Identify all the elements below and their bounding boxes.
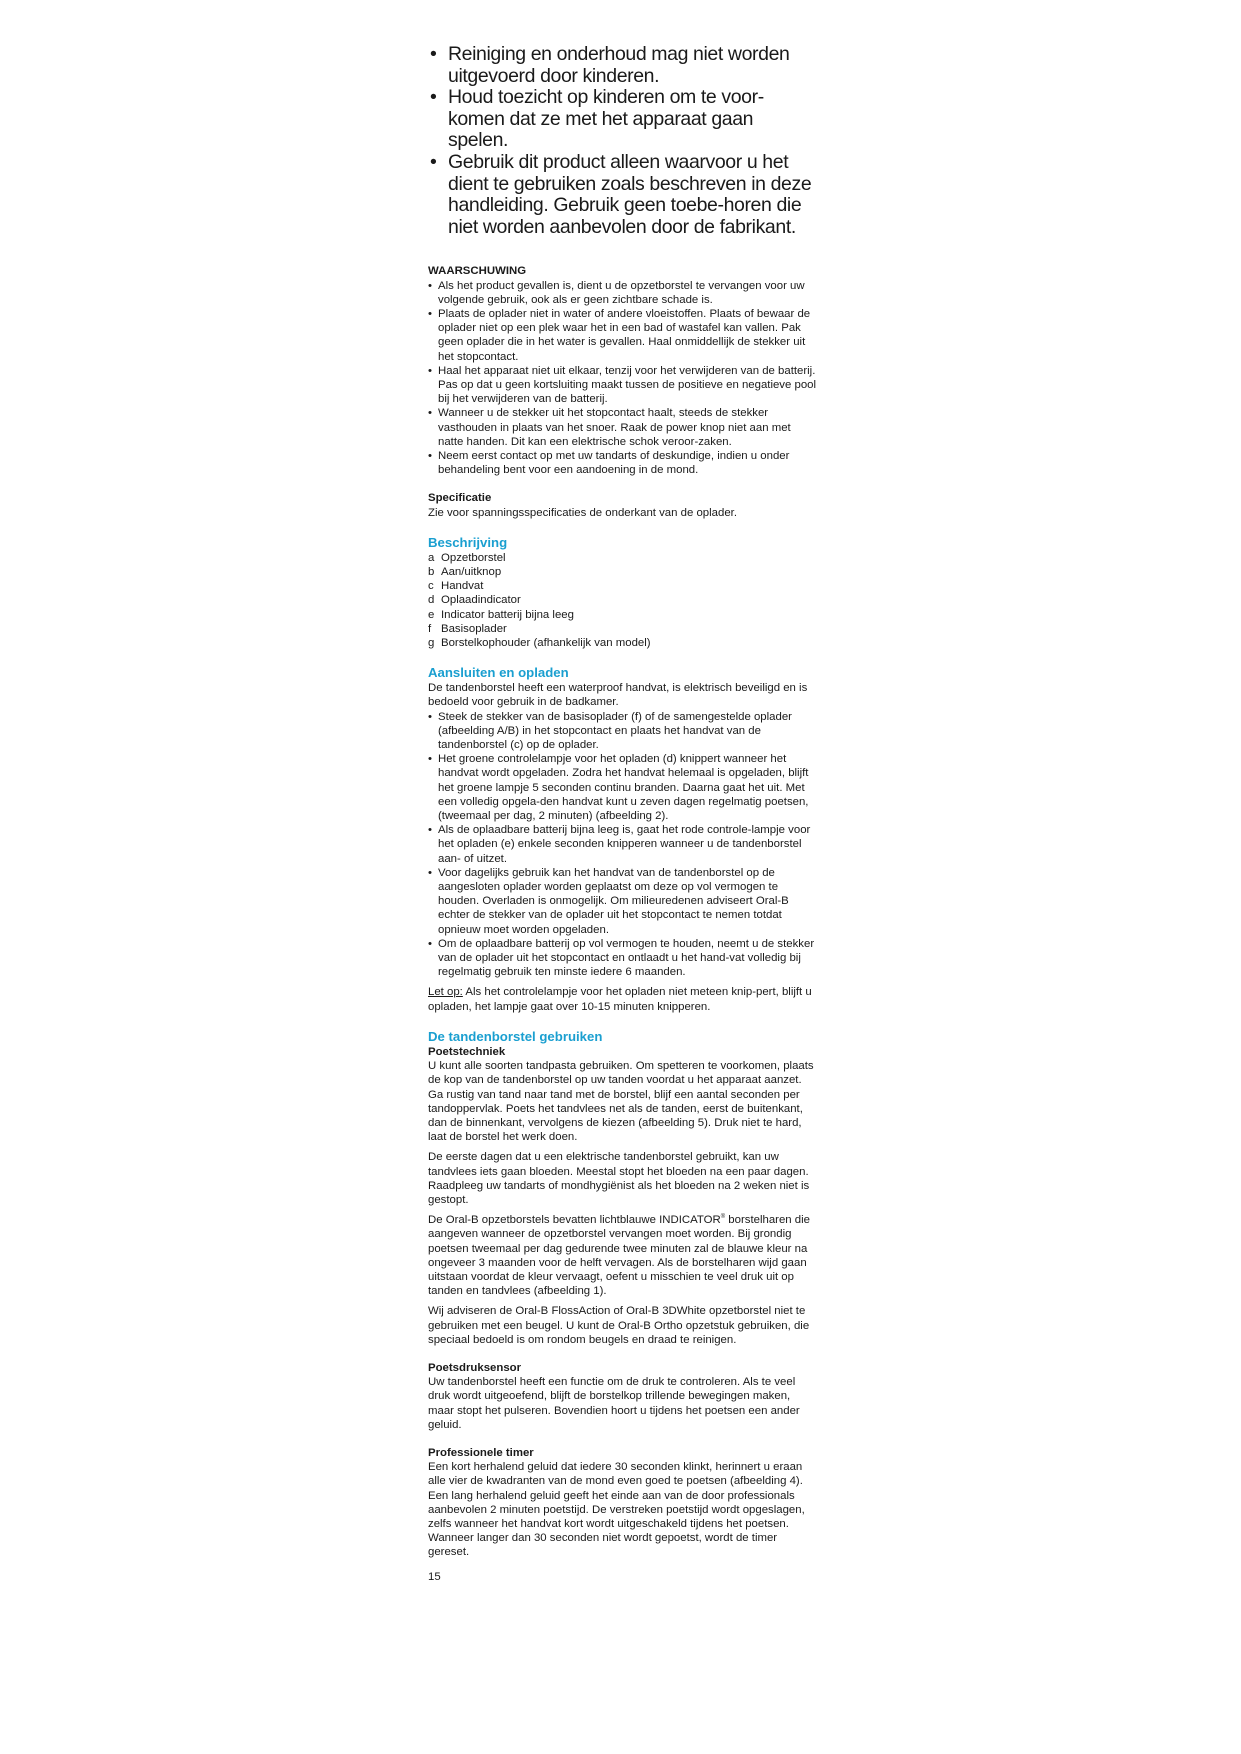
charging-item: • Om de oplaadbare batterij op vol vermogen te houden, neemt u de stekker van de oplader uit het stopcontact en ontlaadt u het hand-vat volledig bij regelmatig gebruik ten minste iedere 6 maanden. (428, 937, 818, 980)
registered-mark: ® (720, 1214, 726, 1221)
description-item (428, 622, 818, 636)
warning-item: • Haal het apparaat niet uit elkaar, tenzij voor het verwijderen van de batterij. Pas op dat u geen kortsluiting maakt tussen de positieve en negatieve pool bij het verwijderen van de batterij. (428, 364, 818, 407)
item-letter: f (428, 622, 432, 635)
technique-heading: Poetstechniek (428, 1045, 506, 1058)
item-text: Basisoplader (441, 622, 507, 635)
description-item (428, 636, 818, 650)
item-text: Oplaadindicator (441, 594, 521, 607)
intro-bullet: • Houd toezicht op kinderen om te voor-komen dat ze met het apparaat gaan spelen. (428, 87, 818, 152)
technique-paragraph: U kunt alle soorten tandpasta gebruiken. Om spetteren te voorkomen, plaats de kop van de tandenborstel op uw tanden voordat u het apparaat aanzet. Ga rustig van tand naar tand met de borstel, blijf een aantal seconden per tandoppervlak. Poets het tandvlees net als de tanden, eerst de buitenkant, dan de binnenkant, vervolgens de kiezen (afbeelding 5). Druk niet te hard, laat de borstel het werk doen. (428, 1060, 814, 1144)
description-list (428, 551, 818, 650)
intro-bullet: • Gebruik dit product alleen waarvoor u het dient te gebruiken zoals beschreven in deze handleiding. Gebruik geen toebe-horen die niet worden aanbevolen door de fabrikant. (428, 152, 818, 238)
item-text: Indicator batterij bijna leeg (441, 608, 574, 621)
warning-item: • Als het product gevallen is, dient u de opzetborstel te vervangen voor uw volgende gebruik, ook als er geen zichtbare schade is. (428, 279, 818, 307)
technique-paragraph (428, 1213, 818, 1298)
charging-item: • Voor dagelijks gebruik kan het handvat van de tandenborstel op de aangesloten oplader worden geplaatst om deze op vol vermogen te houden. Overladen is onmogelijk. Om milieuredenen adviseert Oral-B echter de stekker van de oplader uit het stopcontact te nemen totdat opnieuw moet worden opgeladen. (428, 866, 818, 937)
sensor-heading: Poetsdruksensor (428, 1361, 522, 1374)
charging-item: • Als de oplaadbare batterij bijna leeg is, gaat het rode controle-lampje voor het opladen (e) enkele seconden knipperen wanneer u de tandenborstel aan- of uitzet. (428, 823, 818, 866)
charging-note (428, 985, 818, 1013)
sensor-text: Uw tandenborstel heeft een functie om de druk te controleren. Als te veel druk wordt uitgeoefend, blijft de borstelkop trillende bewegingen maken, maar stopt het pulseren. Bovendien hoort u tijdens het poetsen een ander geluid. (428, 1376, 800, 1431)
item-text: Borstelkophouder (afhankelijk van model) (441, 637, 651, 650)
charging-item: • Steek de stekker van de basisoplader (f) of de samengestelde oplader (afbeelding A/B) in het stopcontact en plaats het handvat van de tandenborstel (c) op de oplader. (428, 710, 818, 753)
charging-heading: Aansluiten en opladen (428, 665, 569, 681)
item-letter: b (428, 566, 435, 578)
description-item (428, 579, 818, 593)
description-item (428, 608, 818, 622)
technique-paragraph: Wij adviseren de Oral-B FlossAction of Oral-B 3DWhite opzetborstel niet te gebruiken met een beugel. U kunt de Oral-B Ortho opzetstuk gebruiken, die speciaal bedoeld is om rondom beugels en draad te reinigen. (428, 1305, 810, 1346)
document-page (428, 44, 818, 1584)
note-text: Als het controlelampje voor het opladen niet meteen knip-pert, blijft u opladen, het lampje gaat over 10-15 minuten knipperen. (428, 986, 812, 1013)
intro-bullet: • Reiniging en onderhoud mag niet worden uitgevoerd door kinderen. (428, 44, 818, 87)
item-letter: e (428, 608, 435, 621)
charging-item: • Het groene controlelampje voor het opladen (d) knippert wanneer het handvat wordt opgeladen. Zodra het handvat helemaal is opgeladen, blijft het groene lampje 5 seconden continu branden. Daarna gaat het uit. Met een volledig opgela-den handvat kunt u zeven dagen regelmatig poetsen, (tweemaal per dag, 2 minuten) (afbeelding 2). (428, 752, 818, 823)
page-number: 15 (428, 1570, 441, 1583)
warning-item: • Plaats de oplader niet in water of andere vloeistoffen. Plaats of bewaar de oplader niet op een plek waar het in een bad of wastafel kan vallen. Pak geen oplader die in het water is gevallen. Haal onmiddellijk de stekker uit het stopcontact. (428, 307, 818, 364)
item-text: Opzetborstel (441, 551, 506, 564)
spec-heading: Specificatie (428, 492, 492, 505)
warning-list (428, 279, 818, 478)
warning-heading: WAARSCHUWING (428, 265, 527, 278)
timer-heading: Professionele timer (428, 1446, 534, 1459)
intro-bullet-list (428, 44, 818, 238)
warning-item: • Neem eerst contact op met uw tandarts of deskundige, indien u onder behandeling bent voor een aandoening in de mond. (428, 449, 818, 477)
note-label: Let op: (428, 986, 463, 999)
timer-text: Een kort herhalend geluid dat iedere 30 seconden klinkt, herinnert u eraan alle vier de kwadranten van de mond even goed te poetsen (afbeelding 4). Een lang herhalend geluid geeft het einde aan van de door professionals aanbevolen 2 minuten poetstijd. De verstreken poetstijd wordt opgeslagen, zelfs wanneer het handvat kort wordt uitgeschakeld tijdens het poetsen. Wanneer langer dan 30 seconden niet wordt gepoetst, wordt de timer gereset. (428, 1461, 805, 1559)
item-text: Handvat (441, 580, 484, 593)
warning-item: • Wanneer u de stekker uit het stopcontact haalt, steeds de stekker vasthouden in plaats van het snoer. Raak de power knop niet aan met natte handen. Dit kan een elektrische schok veroor-zaken. (428, 406, 818, 449)
charging-intro: De tandenborstel heeft een waterproof handvat, is elektrisch beveiligd en is bedoeld voor gebruik in de badkamer. (428, 682, 808, 709)
spec-text: Zie voor spanningsspecificaties de onderkant van de oplader. (428, 506, 738, 519)
description-item (428, 551, 818, 565)
charging-list (428, 710, 818, 980)
item-letter: c (428, 580, 434, 593)
description-heading: Beschrijving (428, 534, 508, 550)
item-text: Aan/uitknop (441, 566, 502, 578)
description-item (428, 565, 818, 579)
usage-heading: De tandenborstel gebruiken (428, 1028, 603, 1044)
description-item (428, 593, 818, 607)
item-letter: g (428, 637, 435, 650)
indicator-text-cont: borstelharen die aangeven wanneer de opzetborstel vervangen moet worden. Bij grondig poetsen tweemaal per dag gedurende twee minuten zal de blauwe kleur na ongeveer 3 maanden voor de helft vervagen. Als de borstelharen wijd gaan uitstaan voordat de kleur vervaagt, oefent u misschien te veel druk uit op tanden en tandvlees (afbeelding 1). (428, 1214, 810, 1298)
indicator-text: De Oral-B opzetborstels bevatten lichtblauwe INDICATOR (428, 1214, 721, 1227)
item-letter: d (428, 594, 435, 607)
item-letter: a (428, 551, 435, 564)
technique-paragraph: De eerste dagen dat u een elektrische tandenborstel gebruikt, kan uw tandvlees iets gaan bloeden. Meestal stopt het bloeden na een paar dagen. Raadpleeg uw tandarts of mondhygiënist als het bloeden na 2 weken niet is gestopt. (428, 1151, 810, 1206)
